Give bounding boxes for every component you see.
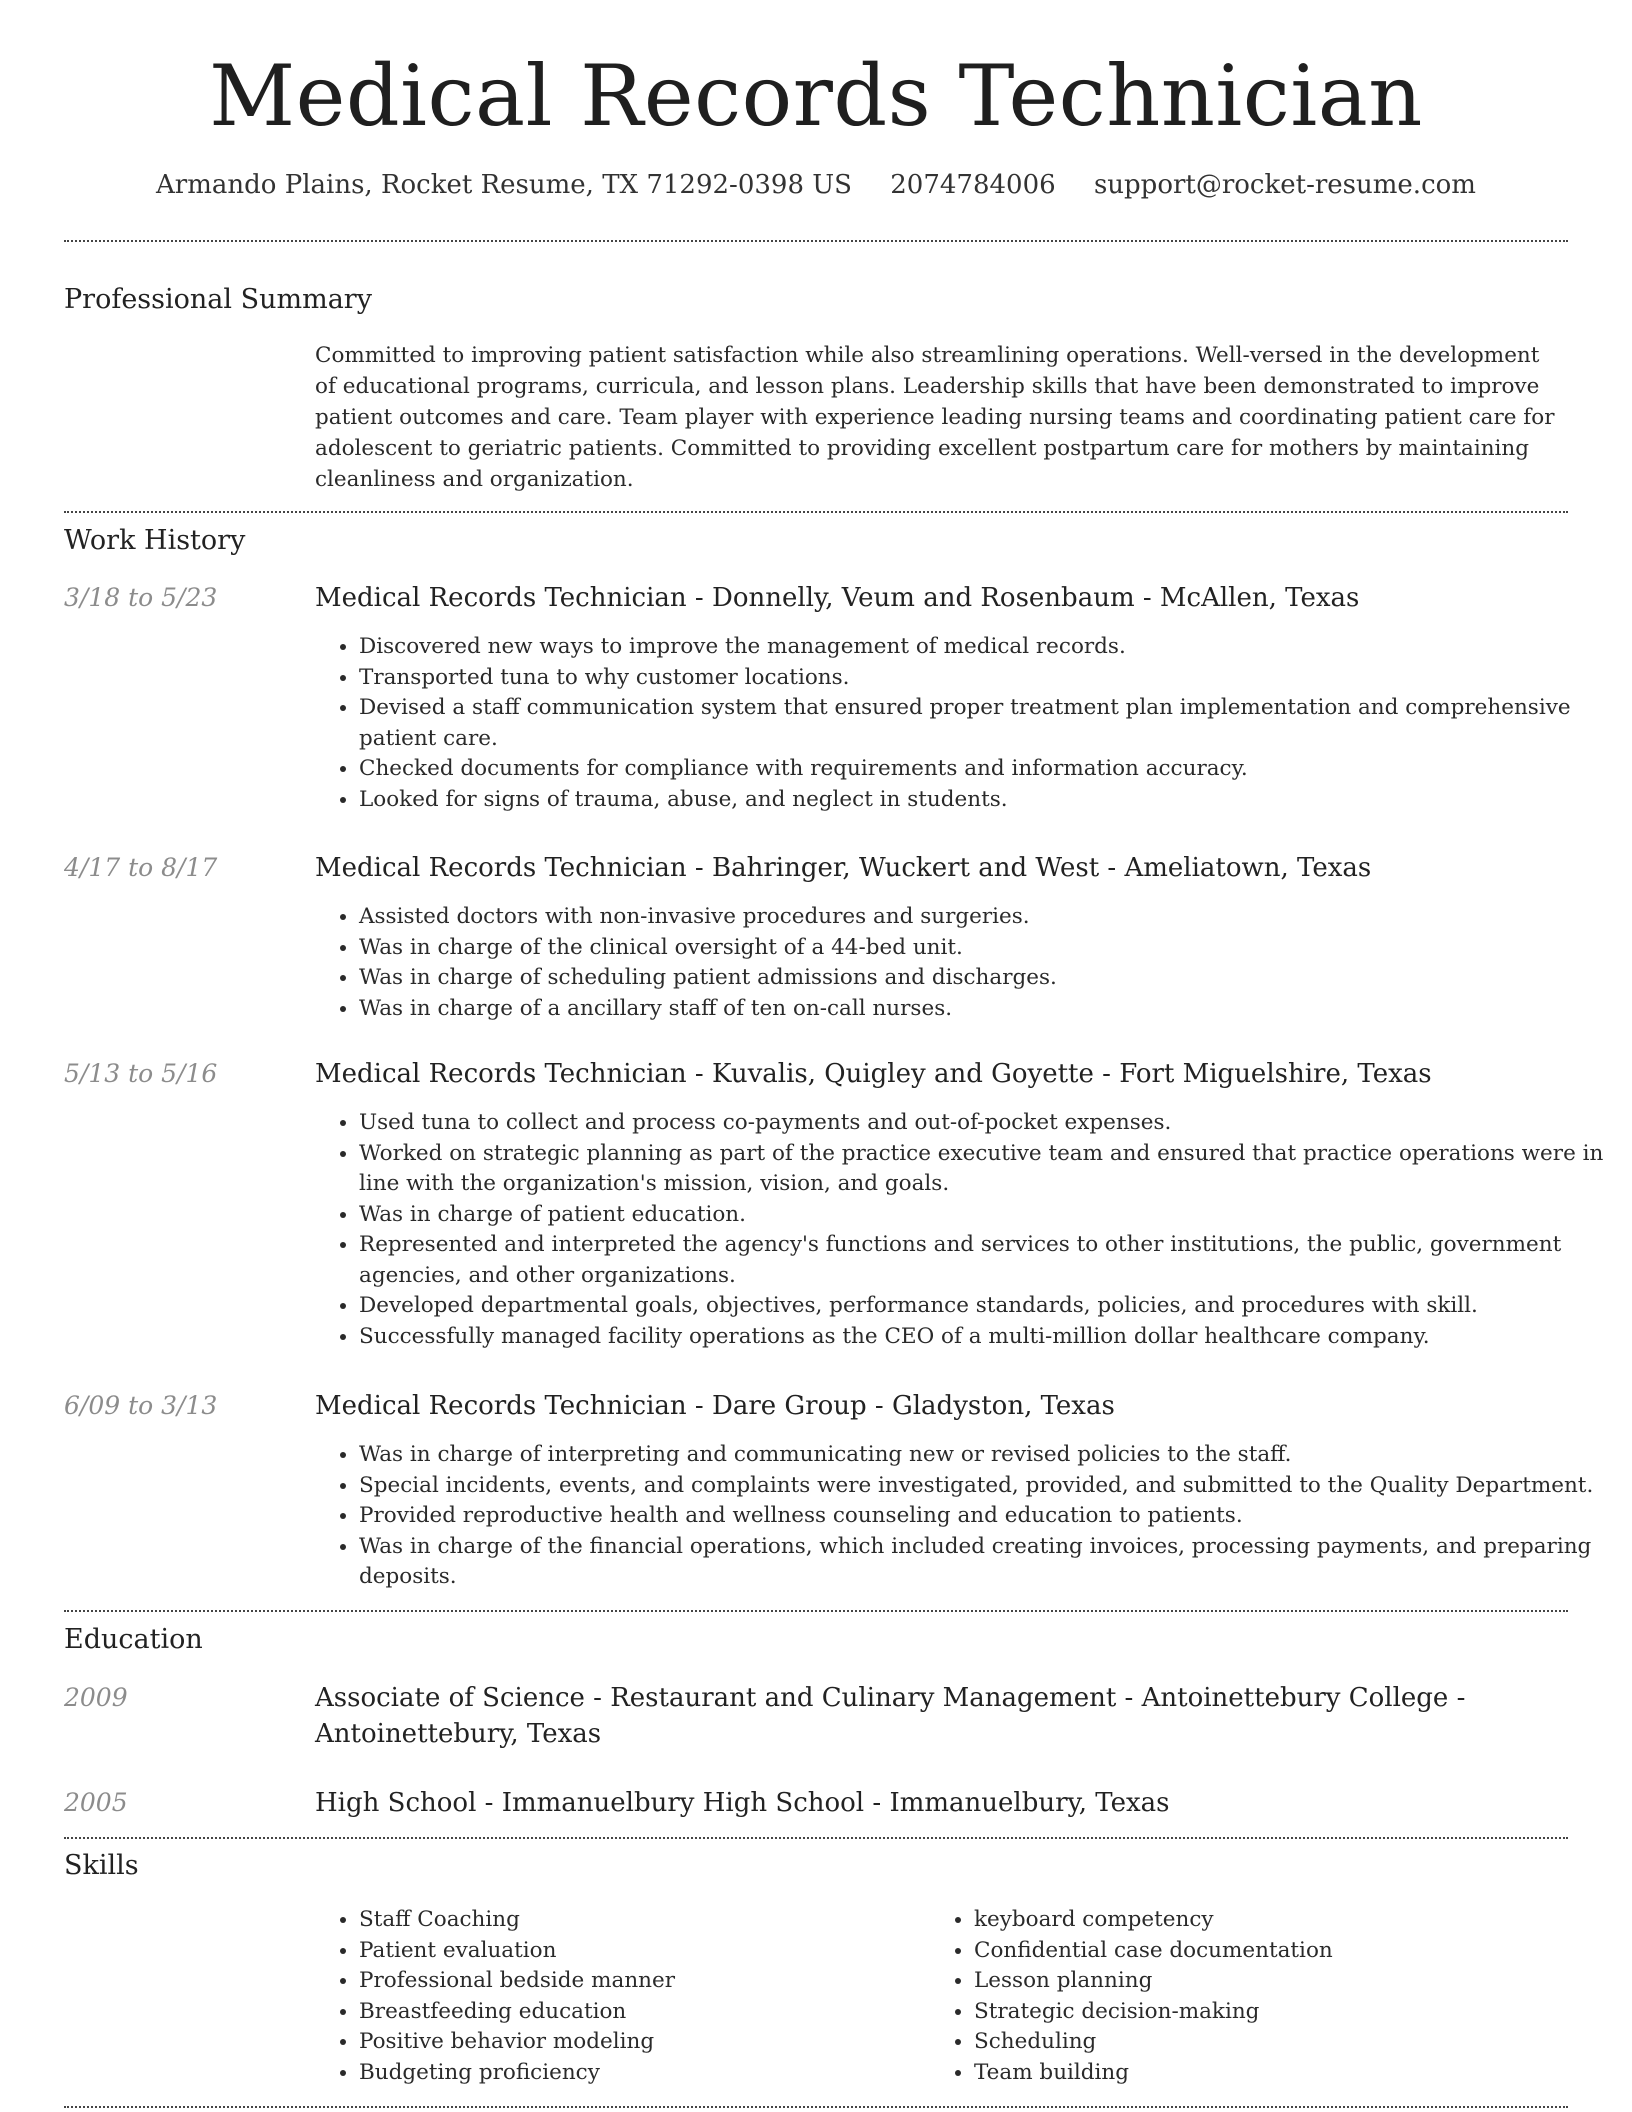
- list-item: • Was in charge of interpreting and communicating new or revised policies to the staff.: [359, 1440, 1612, 1471]
- work-history-heading: Work History: [64, 525, 246, 556]
- list-item: • Special incidents, events, and complaints were investigated, provided, and submitted to the Quality Department.: [359, 1471, 1612, 1502]
- email: support@rocket-resume.com: [1093, 170, 1476, 200]
- list-item: • Assisted doctors with non-invasive procedures and surgeries.: [359, 902, 1612, 933]
- list-item: • Breastfeeding education: [359, 1997, 919, 2028]
- job-title: Medical Records Technician - Bahringer, Wuckert and West - Ameliatown, Texas: [315, 853, 1372, 883]
- education-year: 2009: [64, 1683, 128, 1712]
- list-item: • Provided reproductive health and wellness counseling and education to patients.: [359, 1501, 1612, 1532]
- list-item: • Lesson planning: [974, 1966, 1604, 1997]
- list-item: • Successfully managed facility operations as the CEO of a multi-million dollar healthcare company.: [359, 1322, 1612, 1353]
- list-item: • Was in charge of scheduling patient admissions and discharges.: [359, 963, 1612, 994]
- list-item: • Was in charge of patient education.: [359, 1200, 1612, 1231]
- education-title: High School - Immanuelbury High School - Immanuelbury, Texas: [315, 1788, 1170, 1818]
- list-item: • Was in charge of a ancillary staff of ten on-call nurses.: [359, 994, 1612, 1025]
- divider: [64, 2106, 1568, 2108]
- job-title: Medical Records Technician - Donnelly, Veum and Rosenbaum - McAllen, Texas: [315, 583, 1360, 613]
- list-item: • Used tuna to collect and process co-payments and out-of-pocket expenses.: [359, 1108, 1612, 1139]
- job-title: Medical Records Technician - Kuvalis, Quigley and Goyette - Fort Miguelshire, Texas: [315, 1059, 1432, 1089]
- summary-text: Committed to improving patient satisfaction while also streamlining operations. Well-versed in the development of educational programs, curricula, and lesson plans. Leadership skills that have been demonstrated to improve patient outcomes and care. Team player with experience leading nursing teams and coordinating patient care for adolescent to geriatric patients. Committed to providing excellent postpartum care for mothers by maintaining cleanliness and organization.: [315, 343, 1555, 492]
- list-item: • Discovered new ways to improve the management of medical records.: [359, 632, 1612, 663]
- address: Armando Plains, Rocket Resume, TX 71292-0398 US: [156, 170, 852, 200]
- list-item: • Confidential case documentation: [974, 1936, 1604, 1967]
- job-bullets: [315, 1440, 1612, 1593]
- contact-line: [0, 170, 1632, 200]
- divider: [64, 511, 1568, 513]
- list-item: • Checked documents for compliance with requirements and information accuracy.: [359, 754, 1612, 785]
- divider: [64, 240, 1568, 242]
- skills-heading: Skills: [64, 1850, 139, 1881]
- job-dates: 4/17 to 8/17: [64, 853, 218, 882]
- job-bullets: [315, 902, 1612, 1024]
- phone: 2074784006: [890, 170, 1056, 200]
- list-item: • Professional bedside manner: [359, 1966, 919, 1997]
- list-item: • keyboard competency: [974, 1905, 1604, 1936]
- summary-heading: Professional Summary: [64, 284, 372, 315]
- list-item: • Positive behavior modeling: [359, 2027, 919, 2058]
- list-item: • Developed departmental goals, objectives, performance standards, policies, and procedures with skill.: [359, 1291, 1612, 1322]
- resume-name: Medical Records Technician: [209, 47, 1423, 145]
- divider: [64, 1837, 1568, 1839]
- education-title: Associate of Science - Restaurant and Culinary Management - Antoinettebury College - Antoinettebury, Texas: [315, 1683, 1466, 1749]
- list-item: • Was in charge of the clinical oversight of a 44-bed unit.: [359, 933, 1612, 964]
- list-item: • Scheduling: [974, 2027, 1604, 2058]
- list-item: • Budgeting proficiency: [359, 2058, 919, 2089]
- list-item: • Looked for signs of trauma, abuse, and neglect in students.: [359, 785, 1612, 816]
- job-dates: 6/09 to 3/13: [64, 1391, 218, 1420]
- job-title: Medical Records Technician - Dare Group - Gladyston, Texas: [315, 1391, 1115, 1421]
- job-bullets: [315, 1108, 1612, 1352]
- list-item: • Team building: [974, 2058, 1604, 2089]
- list-item: • Patient evaluation: [359, 1936, 919, 1967]
- list-item: • Strategic decision-making: [974, 1997, 1604, 2028]
- list-item: • Worked on strategic planning as part of the practice executive team and ensured that practice operations were in line with the organization's mission, vision, and goals.: [359, 1139, 1612, 1200]
- skills-list-left: [315, 1905, 919, 2088]
- job-dates: 3/18 to 5/23: [64, 583, 218, 612]
- education-year: 2005: [64, 1788, 128, 1817]
- job-bullets: [315, 632, 1612, 815]
- list-item: • Was in charge of the financial operations, which included creating invoices, processing payments, and preparing deposits.: [359, 1532, 1612, 1593]
- job-dates: 5/13 to 5/16: [64, 1059, 218, 1088]
- education-heading: Education: [64, 1624, 203, 1655]
- list-item: • Devised a staff communication system that ensured proper treatment plan implementation and comprehensive patient care.: [359, 693, 1612, 754]
- list-item: • Staff Coaching: [359, 1905, 919, 1936]
- skills-list-right: [930, 1905, 1604, 2088]
- list-item: • Transported tuna to why customer locations.: [359, 663, 1612, 694]
- divider: [64, 1610, 1568, 1612]
- list-item: • Represented and interpreted the agency's functions and services to other institutions, the public, government agencies, and other organizations.: [359, 1230, 1612, 1291]
